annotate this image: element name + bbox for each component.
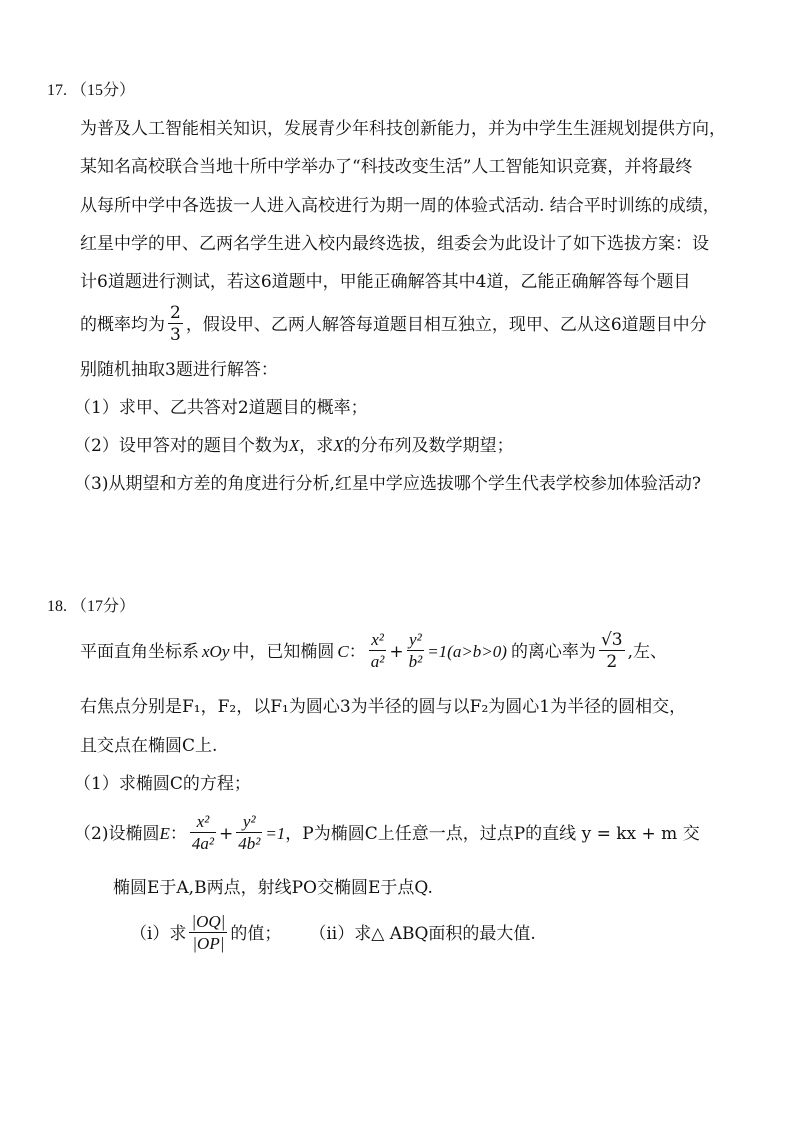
q18-header: 18. （17分） <box>47 598 136 615</box>
q18-l1-e: ,左、 <box>627 641 667 662</box>
q18-line-1 <box>80 630 667 673</box>
e-rhs: =1 <box>265 823 286 843</box>
ellipse-den-b: b² <box>408 652 423 671</box>
ellipse-num-x: x² <box>369 630 387 651</box>
var-x: X <box>288 436 300 455</box>
q18-part-i-a: （i）求 <box>130 923 187 944</box>
q17-prob-prefix: 的概率均为 <box>80 314 165 335</box>
ratio-num: |OQ| <box>191 912 226 931</box>
q17-line-4: 红星中学的甲、乙两名学生进入校内最终选拔，组委会为此设计了如下选拔方案：设 <box>80 234 709 254</box>
q17-line-6 <box>80 303 707 346</box>
q17-sub2-text-b: ，求 <box>299 436 334 456</box>
q18-l1-b: 中，已知椭圆 <box>232 641 335 662</box>
q18-sub2-b: ，P为椭圆C上任意一点，过点P的直线 y = kx + m 交 <box>285 823 700 844</box>
q18-sub2-a: （2)设椭圆 <box>74 823 160 844</box>
q17-sub2-text-a: （2）设甲答对的题目个数为 <box>74 436 289 456</box>
ecc-num: √3 <box>600 630 623 650</box>
q18-line-3: 且交点在椭圆C上. <box>80 736 218 756</box>
e-num-x: x² <box>190 812 216 833</box>
q17-header: 17. （15分） <box>47 82 136 99</box>
q17-line-7: 别随机抽取3题进行解答： <box>80 360 278 380</box>
ellipse-e-term-x <box>190 812 216 855</box>
fraction-numerator: 2 <box>170 303 181 323</box>
ellipse-num-y: y² <box>407 630 425 651</box>
ellipse-den-a: a² <box>370 652 385 671</box>
e-den-b: 4b² <box>238 834 261 853</box>
e-den-a: 4a² <box>191 834 214 853</box>
q18-colon-2: ： <box>169 823 187 844</box>
q18-sub-2-line-2: 椭圆E于A,B两点，射线PO交椭圆E于点Q. <box>113 878 433 898</box>
ellipse-rhs: =1(a>b>0) <box>427 641 507 661</box>
q17-line-5: 计6道题进行测试，若这6道题中，甲能正确解答其中4道，乙能正确解答每个题目 <box>80 272 691 292</box>
q17-line-3: 从每所中学中各选拔一人进入高校进行为期一周的体验式活动. 结合平时训练的成绩， <box>80 196 720 216</box>
plus-sign-2: + <box>218 823 234 844</box>
var-xoy: xOy <box>202 641 230 661</box>
fraction-denominator: 3 <box>170 325 181 345</box>
q18-sub-2 <box>74 812 700 855</box>
q17-sub-3: （3)从期望和方差的角度进行分析,红星中学应选拔哪个学生代表学校参加体验活动? <box>74 474 701 494</box>
q18-part-i-b: 的值； <box>230 923 282 944</box>
var-x-2: X <box>333 436 344 455</box>
var-c: C <box>337 641 349 661</box>
ellipse-term-y <box>407 630 425 673</box>
eccentricity-fraction <box>599 630 625 673</box>
q17-sub-1: （1）求甲、乙共答对2道题目的概率； <box>74 398 368 418</box>
ellipse-term-x <box>369 630 387 673</box>
q18-colon: ： <box>348 641 366 662</box>
q18-line-2: 右焦点分别是F₁，F₂，以F₁为圆心3为半径的圆与以F₂为圆心1为半径的圆相交， <box>80 697 687 717</box>
q18-sub-2-parts <box>130 912 536 955</box>
plus-sign: + <box>389 641 404 662</box>
ratio-den: |OP| <box>192 934 225 953</box>
q17-line-2: 某知名高校联合当地十所中学举办了“科技改变生活”人工智能知识竞赛，并将最终 <box>80 157 693 177</box>
q18-part-ii: （ii）求△ ABQ面积的最大值. <box>309 923 536 944</box>
q17-prob-suffix: ，假设甲、乙两人解答每道题目相互独立，现甲、乙从这6道题目中分 <box>185 314 707 335</box>
probability-fraction <box>168 303 183 346</box>
e-num-y: y² <box>236 812 262 833</box>
var-e: E <box>159 823 170 843</box>
q17-sub2-text-c: 的分布列及数学期望； <box>343 436 514 456</box>
q17-line-1: 为普及人工智能相关知识，发展青少年科技创新能力，并为中学生生涯规划提供方向， <box>80 119 726 139</box>
q18-l1-d: 的离心率为 <box>510 641 596 662</box>
ratio-fraction <box>189 912 227 955</box>
q18-sub-1: （1）求椭圆C的方程； <box>74 774 251 794</box>
q17-sub-2 <box>74 436 514 456</box>
ecc-den: 2 <box>606 652 618 672</box>
ellipse-e-term-y <box>236 812 262 855</box>
q18-l1-a: 平面直角坐标系 <box>80 641 199 662</box>
